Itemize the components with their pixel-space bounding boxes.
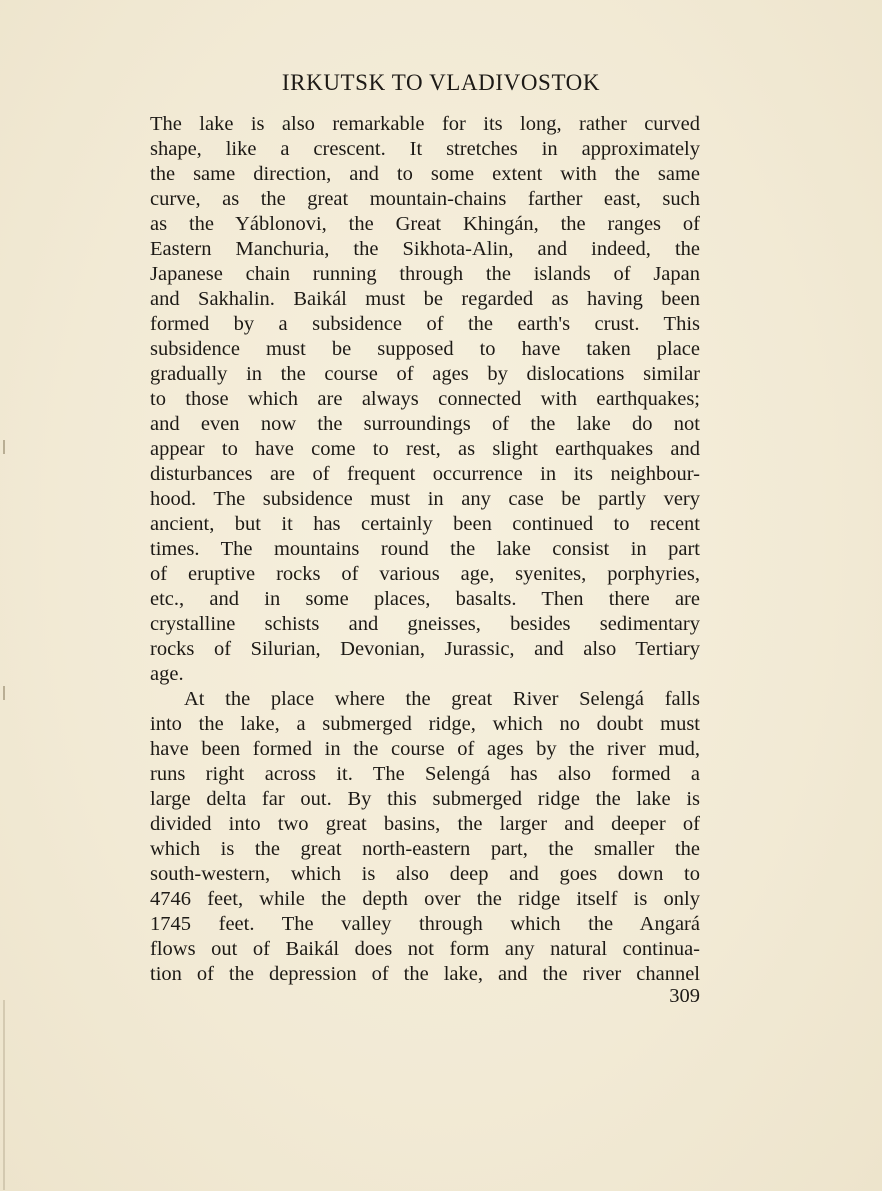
text-line: have been formed in the course of ages by the river mud,: [150, 738, 700, 760]
text-line: subsidence must be supposed to have taken place: [150, 338, 700, 360]
text-line: 4746 feet, while the depth over the ridge itself is only: [150, 888, 700, 910]
text-line: divided into two great basins, the larger and deeper of: [150, 813, 700, 835]
text-line: curve, as the great mountain-chains farther east, such: [150, 188, 700, 210]
text-line: ancient, but it has certainly been continued to recent: [150, 513, 700, 535]
text-line: hood. The subsidence must in any case be partly very: [150, 488, 700, 510]
page-edge-mark: [3, 440, 5, 454]
text-line: flows out of Baikál does not form any natural continua-: [150, 938, 700, 960]
text-line: tion of the depression of the lake, and the river channel: [150, 963, 700, 985]
page-edge-mark: [3, 1000, 5, 1190]
text-line: The lake is also remarkable for its long, rather curved: [150, 113, 700, 135]
text-line: of eruptive rocks of various age, syenites, porphyries,: [150, 563, 700, 585]
text-line: runs right across it. The Selengá has also formed a: [150, 763, 700, 785]
text-line: At the place where the great River Selengá falls: [184, 688, 700, 710]
text-line: south-western, which is also deep and goes down to: [150, 863, 700, 885]
text-line: Japanese chain running through the islands of Japan: [150, 263, 700, 285]
text-line: times. The mountains round the lake consist in part: [150, 538, 700, 560]
text-line: disturbances are of frequent occurrence in its neighbour-: [150, 463, 700, 485]
running-head: IRKUTSK TO VLADIVOSTOK: [281, 70, 601, 95]
text-line: the same direction, and to some extent with the same: [150, 163, 700, 185]
paragraph-2: [150, 687, 700, 987]
text-line: which is the great north-eastern part, the smaller the: [150, 838, 700, 860]
page-number: 309: [669, 985, 700, 1007]
text-line: into the lake, a submerged ridge, which no doubt must: [150, 713, 700, 735]
text-line: age.: [150, 663, 184, 685]
page-edge-mark: [3, 686, 5, 700]
text-line: crystalline schists and gneisses, besides sedimentary: [150, 613, 700, 635]
text-line: to those which are always connected with earthquakes;: [150, 388, 700, 410]
text-line: 1745 feet. The valley through which the Angará: [150, 913, 700, 935]
text-line: and even now the surroundings of the lake do not: [150, 413, 700, 435]
text-line: appear to have come to rest, as slight earthquakes and: [150, 438, 700, 460]
text-line: formed by a subsidence of the earth's crust. This: [150, 313, 700, 335]
paragraph-1: [150, 112, 700, 687]
text-line: etc., and in some places, basalts. Then there are: [150, 588, 700, 610]
text-line: Eastern Manchuria, the Sikhota-Alin, and indeed, the: [150, 238, 700, 260]
body-text: [150, 112, 700, 987]
text-line: and Sakhalin. Baikál must be regarded as having been: [150, 288, 700, 310]
text-line: as the Yáblonovi, the Great Khingán, the ranges of: [150, 213, 700, 235]
text-line: shape, like a crescent. It stretches in approximately: [150, 138, 700, 160]
text-line: gradually in the course of ages by dislocations similar: [150, 363, 700, 385]
text-line: large delta far out. By this submerged ridge the lake is: [150, 788, 700, 810]
text-line: rocks of Silurian, Devonian, Jurassic, and also Tertiary: [150, 638, 700, 660]
